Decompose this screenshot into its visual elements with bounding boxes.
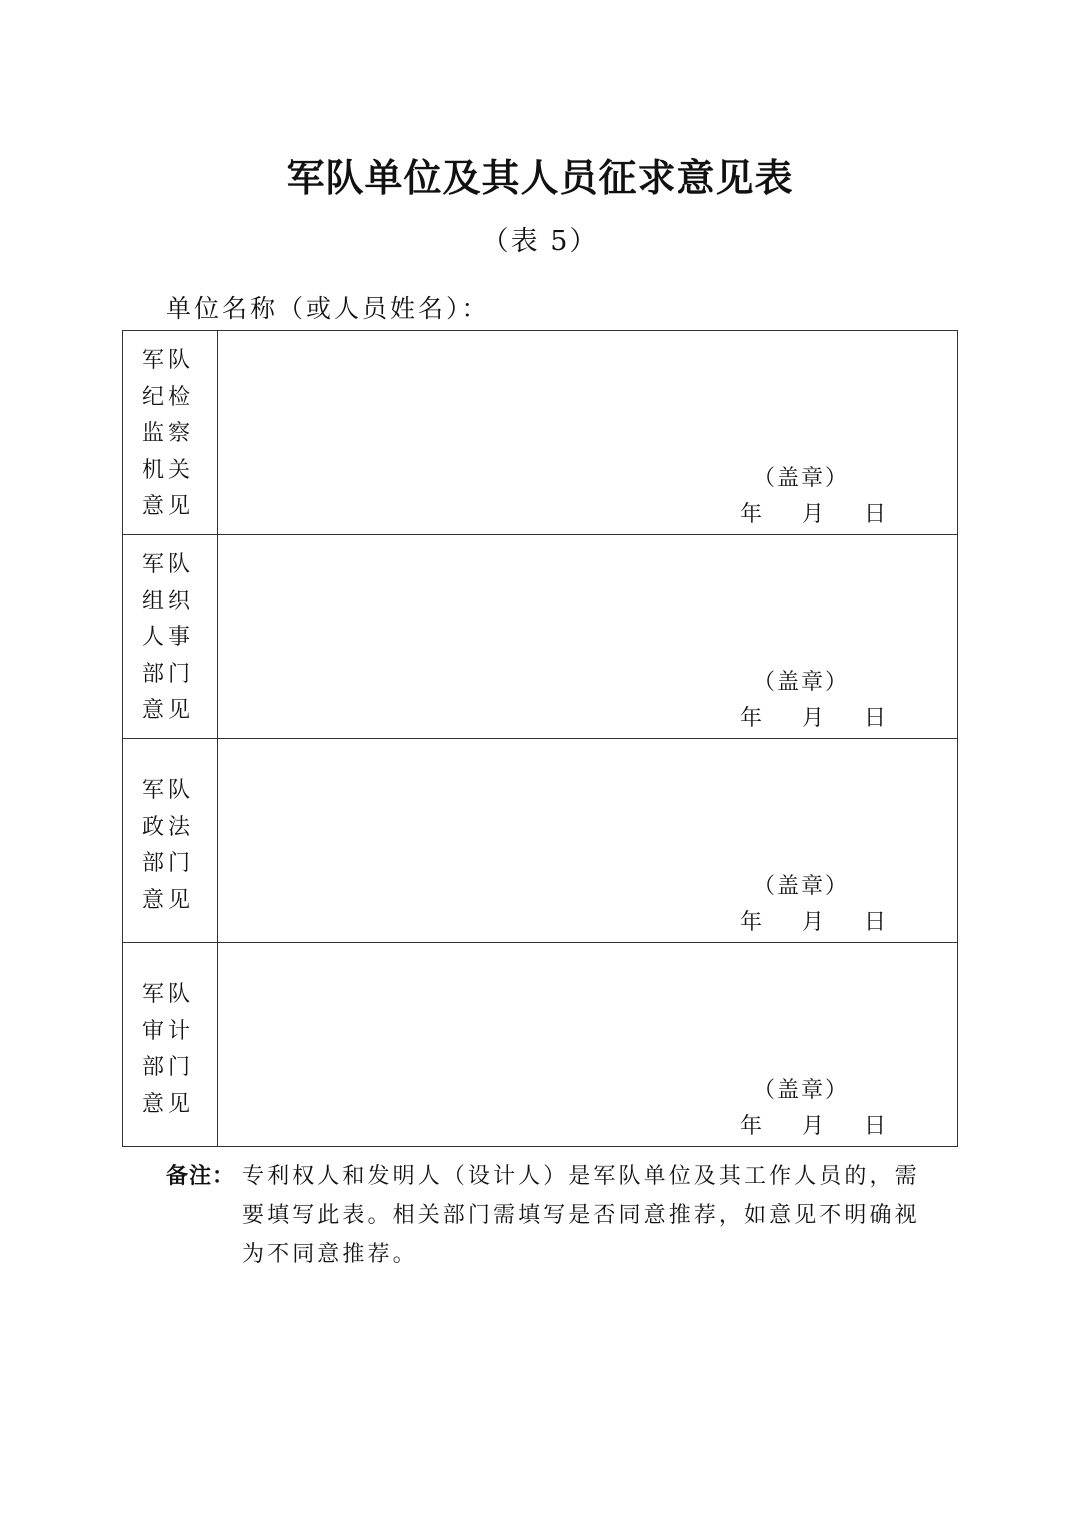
page-title: 军队单位及其人员征求意见表 <box>286 156 794 200</box>
opinion-input-area[interactable] <box>218 331 958 535</box>
year-label: 年 <box>740 706 763 731</box>
seal-label: （盖章） <box>752 1078 849 1103</box>
month-label: 月 <box>801 502 824 527</box>
date-line <box>740 908 886 938</box>
seal-label: （盖章） <box>752 670 849 695</box>
year-label: 年 <box>740 1114 763 1139</box>
row-label-cell <box>123 331 218 535</box>
opinion-input-area[interactable] <box>218 739 958 943</box>
notes-text: 专利权人和发明人（设计人）是军队单位及其工作人员的，需要填写此表。相关部门需填写是否同意推荐，如意见不明确视为不同意推荐。 <box>242 1164 920 1267</box>
unit-name-label: 单位名称（或人员姓名）： <box>166 294 490 323</box>
row-label: 军队审计部门意见 <box>142 982 195 1117</box>
row-label: 军队纪检监察机关意见 <box>142 348 195 519</box>
table-row <box>123 535 958 739</box>
opinion-input-area[interactable] <box>218 535 958 739</box>
table-row <box>123 739 958 943</box>
row-label-cell <box>123 535 218 739</box>
date-line <box>740 500 886 530</box>
date-line <box>740 1112 886 1142</box>
table-number: （表 5） <box>481 226 599 257</box>
opinion-input-area[interactable] <box>218 943 958 1147</box>
row-label: 军队政法部门意见 <box>142 778 195 913</box>
row-label: 军队组织人事部门意见 <box>142 552 195 723</box>
day-label: 日 <box>863 1114 886 1139</box>
day-label: 日 <box>863 910 886 935</box>
month-label: 月 <box>801 1114 824 1139</box>
day-label: 日 <box>863 706 886 731</box>
year-label: 年 <box>740 910 763 935</box>
opinion-table <box>122 330 958 1147</box>
day-label: 日 <box>863 502 886 527</box>
row-label-cell <box>123 943 218 1147</box>
month-label: 月 <box>801 706 824 731</box>
month-label: 月 <box>801 910 824 935</box>
date-line <box>740 704 886 734</box>
notes-label: 备注： <box>166 1164 236 1189</box>
table-row <box>123 943 958 1147</box>
year-label: 年 <box>740 502 763 527</box>
row-label-cell <box>123 739 218 943</box>
seal-label: （盖章） <box>752 466 849 491</box>
table-row <box>123 331 958 535</box>
seal-label: （盖章） <box>752 874 849 899</box>
